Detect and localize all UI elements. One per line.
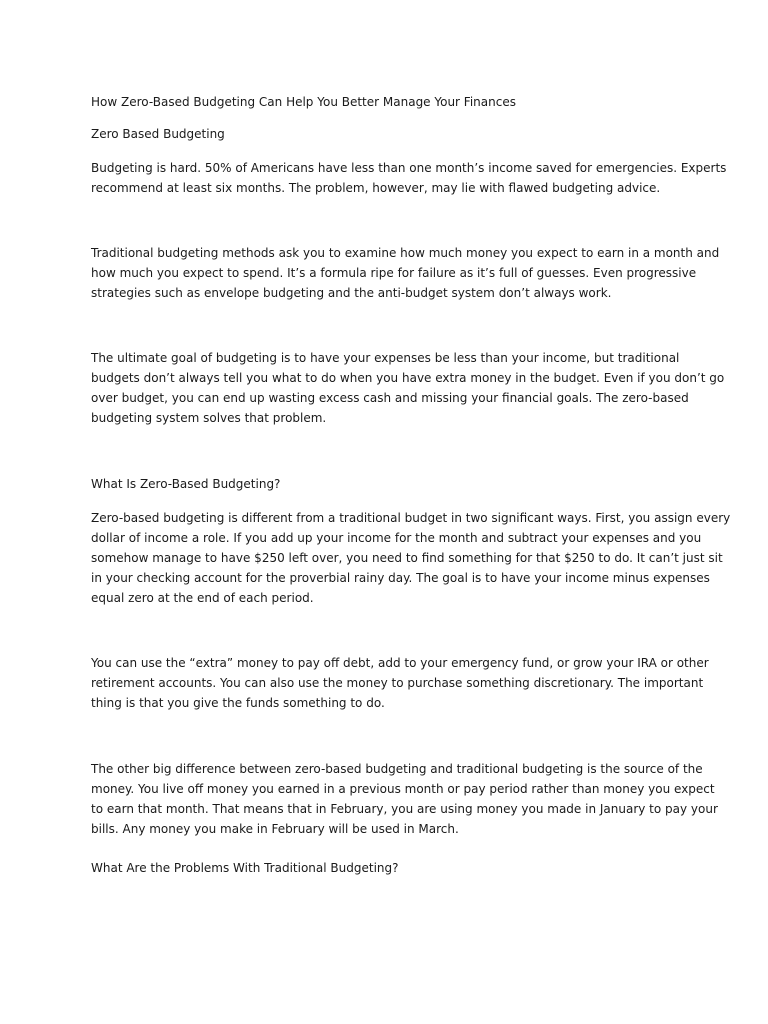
- paragraph-line: budgets don’t always tell you what to do when you have extra money in the budget. Even if you don’t go: [91, 371, 725, 385]
- paragraph-line: strategies such as envelope budgeting and the anti-budget system don’t always work.: [91, 286, 612, 300]
- paragraph-line: money. You live off money you earned in a previous month or pay period rather than money you expect: [91, 782, 715, 796]
- paragraph-traditional-methods: [91, 243, 720, 303]
- paragraph-line: equal zero at the end of each period.: [91, 591, 314, 605]
- paragraph-line: thing is that you give the funds something to do.: [91, 696, 385, 710]
- paragraph-line: dollar of income a role. If you add up your income for the month and subtract your expenses and you: [91, 531, 702, 545]
- paragraph-intro: [91, 158, 727, 198]
- paragraph-line: in your checking account for the proverbial rainy day. The goal is to have your income minus expenses: [91, 571, 710, 585]
- paragraph-line: somehow manage to have $250 left over, you need to find something for that $250 to do. It can’t just sit: [91, 551, 723, 565]
- paragraph-line: Zero-based budgeting is different from a traditional budget in two significant ways. First, you assign every: [91, 511, 731, 525]
- paragraph-line: Traditional budgeting methods ask you to examine how much money you expect to earn in a month and: [91, 246, 720, 260]
- paragraph-line: budgeting system solves that problem.: [91, 411, 327, 425]
- paragraph-line: over budget, you can end up wasting excess cash and missing your financial goals. The zero-based: [91, 391, 689, 405]
- paragraph-line: The other big difference between zero-based budgeting and traditional budgeting is the source of the: [91, 762, 703, 776]
- paragraph-other-difference: [91, 759, 718, 839]
- paragraph-line: recommend at least six months. The problem, however, may lie with flawed budgeting advice.: [91, 181, 661, 195]
- paragraph-line: to earn that month. That means that in February, you are using money you made in January to pay your: [91, 802, 718, 816]
- paragraph-ultimate-goal: [91, 348, 725, 428]
- paragraph-extra-money: [91, 653, 709, 713]
- paragraph-line: bills. Any money you make in February will be used in March.: [91, 822, 459, 836]
- paragraph-line: retirement accounts. You can also use the money to purchase something discretionary. The important: [91, 676, 704, 690]
- paragraph-line: Budgeting is hard. 50% of Americans have less than one month’s income saved for emergencies. Experts: [91, 161, 727, 175]
- heading-problems-traditional: What Are the Problems With Traditional Budgeting?: [91, 861, 399, 875]
- document-title: How Zero-Based Budgeting Can Help You Better Manage Your Finances: [91, 95, 516, 109]
- paragraph-line: The ultimate goal of budgeting is to have your expenses be less than your income, but traditional: [91, 351, 680, 365]
- paragraph-zero-based-definition: [91, 508, 731, 608]
- paragraph-line: how much you expect to spend. It’s a formula ripe for failure as it’s full of guesses. Even progressive: [91, 266, 697, 280]
- document-subtitle: Zero Based Budgeting: [91, 127, 225, 141]
- paragraph-line: You can use the “extra” money to pay off debt, add to your emergency fund, or grow your IRA or other: [91, 656, 709, 670]
- heading-what-is-zero-based: What Is Zero-Based Budgeting?: [91, 477, 281, 491]
